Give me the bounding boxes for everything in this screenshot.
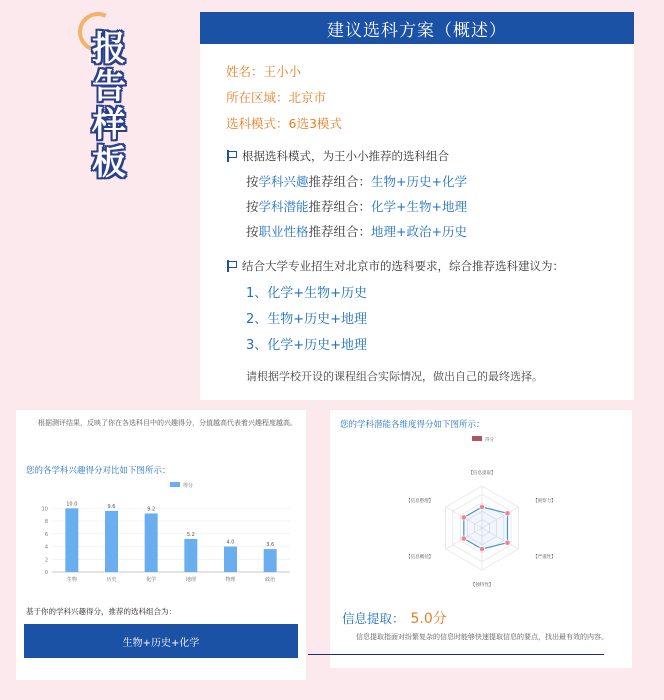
stamp-char: 样 (92, 105, 126, 145)
y-tick-label: 10 (41, 506, 48, 513)
rec-key: 学科兴趣 (258, 174, 309, 189)
radar-point (505, 540, 510, 545)
x-tick-label: 物理 (225, 577, 236, 583)
interest-chart-title: 您的各学科兴趣得分对比如下图所示： (26, 466, 171, 476)
interest-intro-text: 根据测评结果，反映了你在各选科目中的兴趣得分，分值越高代表着兴趣程度越高。 (38, 419, 297, 427)
y-tick-label: 2 (44, 557, 48, 564)
x-tick-label: 化学 (146, 577, 157, 583)
mode-label: 选科模式： (226, 116, 289, 131)
suggestion-1: 1、化学+生物+历史 (246, 286, 368, 301)
x-tick-label: 地理 (185, 577, 196, 583)
bar (264, 549, 277, 572)
stamp-char: 告 (92, 67, 126, 107)
interest-combo-banner: 生物+历史+化学 (24, 624, 298, 658)
bar (105, 511, 118, 572)
radar-axis-label: 【信息整理】 (406, 499, 434, 504)
section-recommend-head (226, 148, 449, 164)
rec-personality-line (246, 222, 467, 240)
radar-axis-label: 【信息提取】 (468, 471, 496, 476)
rec-combo: 化学+生物+地理 (371, 199, 467, 214)
region-line (226, 88, 326, 106)
rec-suffix: 推荐组合： (308, 224, 372, 239)
bar-value-label: 9.6 (107, 503, 116, 510)
suggestion-3: 3、化学+历史+地理 (246, 338, 368, 353)
stamp-char: 板 (92, 143, 126, 183)
interest-score-card (16, 410, 306, 680)
section-suggest-text: 结合大学专业招生对北京市的选科要求，综合推荐选科建议为： (242, 259, 564, 273)
interest-bar-chart (22, 476, 300, 594)
stamp-char: 报 (92, 29, 126, 69)
legend-swatch (170, 482, 180, 487)
bar-value-label: 3.6 (266, 542, 275, 549)
potential-radar-chart (390, 432, 574, 600)
final-choice-note: 请根据学校开设的课程组合实际情况，做出自己的最终选择。 (246, 370, 543, 383)
rec-prefix: 按 (246, 174, 259, 189)
bar (224, 547, 237, 572)
bar (145, 513, 158, 572)
rec-key: 职业性格 (258, 224, 309, 239)
radar-axis-label: 【严谨性】 (533, 555, 556, 560)
legend-swatch (472, 436, 482, 441)
rec-combo: 生物+历史+化学 (371, 174, 467, 189)
radar-axis-label: 【信息概括】 (406, 555, 434, 560)
plan-overview-card (200, 12, 634, 400)
rec-suffix: 推荐组合： (308, 174, 372, 189)
rec-prefix: 按 (246, 224, 259, 239)
radar-axis-label: 【独特性】 (470, 583, 494, 588)
potential-chart-title: 您的学科潜能各维度得分如下图所示： (340, 420, 485, 430)
y-tick-label: 8 (44, 519, 48, 526)
radar-point (479, 504, 484, 509)
potential-score-label: 信息提取： (342, 611, 405, 626)
legend-label: 得分 (485, 438, 494, 443)
y-tick-label: 6 (44, 531, 48, 538)
rec-suffix: 推荐组合： (308, 199, 372, 214)
suggestion-2: 2、生物+历史+地理 (246, 312, 368, 327)
x-tick-label: 生物 (66, 577, 77, 583)
mode-line (226, 114, 342, 132)
y-tick-label: 4 (44, 544, 48, 551)
bar (184, 539, 197, 572)
bar (65, 508, 78, 572)
report-sample-stamp (84, 30, 134, 182)
bar-value-label: 5.2 (186, 531, 195, 538)
rec-potential-line (246, 197, 467, 215)
bar-value-label: 10.0 (66, 501, 78, 508)
flag-icon (226, 150, 238, 162)
potential-score-value: 5.0分 (410, 611, 447, 627)
radar-series (464, 507, 508, 549)
radar-point (461, 515, 466, 520)
rec-key: 学科潜能 (258, 199, 309, 214)
divider-line (308, 654, 604, 655)
x-tick-label: 历史 (106, 577, 117, 583)
potential-description: 信息提取指面对纷繁复杂的信息时能够快速提取信息的要点，找出最有效的内容。 (356, 633, 608, 641)
student-name-line (226, 62, 301, 80)
bar-value-label: 9.2 (147, 506, 156, 513)
interest-basis-text: 基于你的学科兴趣得分，推荐的选科组合为： (26, 607, 176, 616)
rec-combo: 地理+政治+历史 (371, 224, 467, 239)
rec-prefix: 按 (246, 199, 259, 214)
potential-score-line (342, 608, 447, 628)
region-value: 北京市 (288, 90, 327, 105)
rec-interest-line (246, 172, 467, 190)
x-tick-label: 政治 (265, 577, 276, 583)
region-label: 所在区域： (226, 90, 289, 105)
y-tick-label: 0 (44, 570, 48, 576)
legend-label: 得分 (183, 483, 194, 489)
name-value: 王小小 (263, 64, 302, 79)
name-label: 姓名： (226, 64, 264, 79)
radar-point (479, 546, 484, 551)
flag-icon (226, 260, 238, 272)
radar-point (461, 536, 466, 541)
bar-value-label: 4.0 (226, 539, 235, 546)
radar-axis-label: 【洞察力】 (533, 499, 556, 504)
section-suggest-head (226, 258, 564, 274)
potential-score-card (330, 410, 632, 668)
section-recommend-text: 根据选科模式，为王小小推荐的选科组合 (242, 149, 449, 163)
mode-value: 6选3模式 (288, 116, 342, 131)
plan-overview-title: 建议选科方案（概述） (200, 12, 634, 44)
radar-point (505, 511, 510, 516)
